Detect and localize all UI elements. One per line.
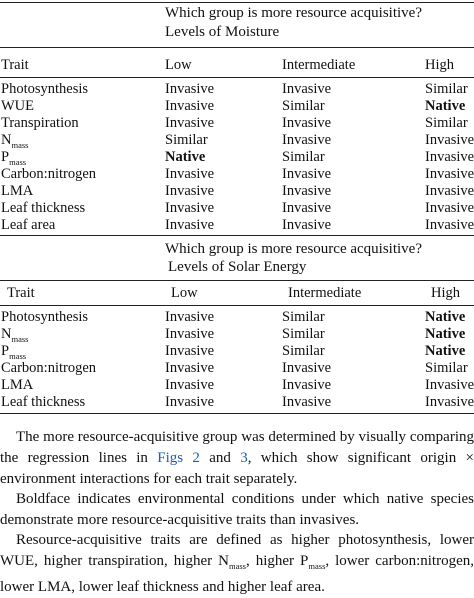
cell-high: Similar	[425, 81, 468, 97]
cell-intermediate: Similar	[282, 309, 325, 325]
cell-high: Invasive	[425, 166, 474, 182]
cell-low: Invasive	[165, 326, 215, 342]
trait-name: $P_{mass}$	[1, 343, 27, 361]
cell-intermediate: Invasive	[282, 217, 332, 233]
cell-intermediate: Similar	[282, 343, 325, 359]
trait-name: $N_{mass}$	[1, 326, 29, 344]
trait-name: Photosynthesis	[1, 81, 89, 97]
cell-low: Invasive	[165, 394, 215, 410]
cell-intermediate: Invasive	[282, 200, 332, 216]
section1-header-trait: Trait	[1, 57, 29, 73]
cell-intermediate: Invasive	[282, 377, 332, 393]
cell-high: Native	[425, 98, 466, 114]
section1-header-low: Low	[165, 57, 192, 73]
cell-intermediate: Invasive	[282, 166, 332, 182]
cell-low: Invasive	[165, 343, 215, 359]
trait-name: Leaf thickness	[1, 394, 86, 410]
cell-high: Native	[425, 309, 466, 325]
trait-name: Carbon:nitrogen	[1, 166, 97, 182]
cell-low: Invasive	[165, 81, 215, 97]
table-note-method: The more resource-acquisitive group was determined by visually comparing the regression lines in Figs 2 and 3, which show significant origin × environment interactions for each trait separately.	[0, 429, 474, 487]
cell-high: Similar	[425, 360, 468, 376]
section2-header-intermediate: Intermediate	[288, 285, 362, 301]
table-top-rule	[0, 2, 474, 3]
section1-header-rule-bottom	[0, 77, 474, 78]
cell-intermediate: Similar	[282, 326, 325, 342]
cell-low: Similar	[165, 132, 208, 148]
cell-intermediate: Invasive	[282, 183, 332, 199]
cell-high: Native	[425, 326, 466, 342]
trait-name: $P_{mass}$	[1, 149, 27, 167]
cell-intermediate: Similar	[282, 98, 325, 114]
cell-intermediate: Invasive	[282, 394, 332, 410]
section2-top-rule	[0, 235, 474, 236]
cell-high: Invasive	[425, 377, 474, 393]
cell-intermediate: Invasive	[282, 132, 332, 148]
section1-title-line1: Which group is more resource acquisitive?	[165, 5, 422, 21]
cell-high: Native	[425, 343, 466, 359]
cell-high: Invasive	[425, 132, 474, 148]
section1-header-intermediate: Intermediate	[282, 57, 356, 73]
cell-high: Similar	[425, 115, 468, 131]
section1-title-line2: Levels of Moisture	[165, 24, 280, 40]
trait-name: Carbon:nitrogen	[1, 360, 97, 376]
cell-high: Invasive	[425, 149, 474, 165]
section2-header-rule-top	[0, 280, 474, 281]
cell-high: Invasive	[425, 217, 474, 233]
trait-name: Leaf thickness	[1, 200, 86, 216]
section2-title-line2: Levels of Solar Energy	[168, 259, 307, 275]
figure-3-link[interactable]: 3	[240, 450, 248, 466]
section2-header-rule-bottom	[0, 305, 474, 306]
figure-2-link[interactable]: Figs 2	[157, 450, 200, 466]
trait-name: LMA	[1, 377, 34, 393]
cell-low: Invasive	[165, 377, 215, 393]
table-note-boldface: Boldface indicates environmental conditions under which native species demonstrate more resource-acquisitive traits than invasives.	[0, 491, 474, 528]
cell-low: Invasive	[165, 200, 215, 216]
trait-name: LMA	[1, 183, 34, 199]
cell-low: Invasive	[165, 166, 215, 182]
trait-name: Photosynthesis	[1, 309, 89, 325]
cell-low: Invasive	[165, 360, 215, 376]
trait-name: WUE	[1, 98, 35, 114]
section1-header-rule-top	[0, 47, 474, 48]
section2-header-high: High	[431, 285, 460, 301]
cell-high: Invasive	[425, 183, 474, 199]
section2-title-line1: Which group is more resource acquisitive?	[165, 241, 422, 257]
cell-intermediate: Invasive	[282, 115, 332, 131]
cell-low: Invasive	[165, 309, 215, 325]
trait-name: Leaf area	[1, 217, 56, 233]
cell-intermediate: Invasive	[282, 360, 332, 376]
section1-header-high: High	[425, 57, 454, 73]
cell-low: Invasive	[165, 183, 215, 199]
table-note-definition: Resource-acquisitive traits are defined as higher photosynthesis, lower WUE, higher transpiration, higher $N_{mass}$, higher $P_{mass}$, lower carbon:nitrogen, lower LMA, lower leaf thickness and higher leaf area.	[0, 532, 474, 595]
section2-header-trait: Trait	[7, 285, 35, 301]
trait-name: Transpiration	[1, 115, 79, 131]
cell-low: Invasive	[165, 217, 215, 233]
section2-header-low: Low	[171, 285, 198, 301]
table-bottom-rule	[0, 413, 474, 414]
cell-intermediate: Invasive	[282, 81, 332, 97]
cell-intermediate: Similar	[282, 149, 325, 165]
cell-high: Invasive	[425, 394, 474, 410]
cell-low: Invasive	[165, 115, 215, 131]
trait-name: $N_{mass}$	[1, 132, 29, 150]
cell-low: Invasive	[165, 98, 215, 114]
cell-high: Invasive	[425, 200, 474, 216]
cell-low: Native	[165, 149, 206, 165]
